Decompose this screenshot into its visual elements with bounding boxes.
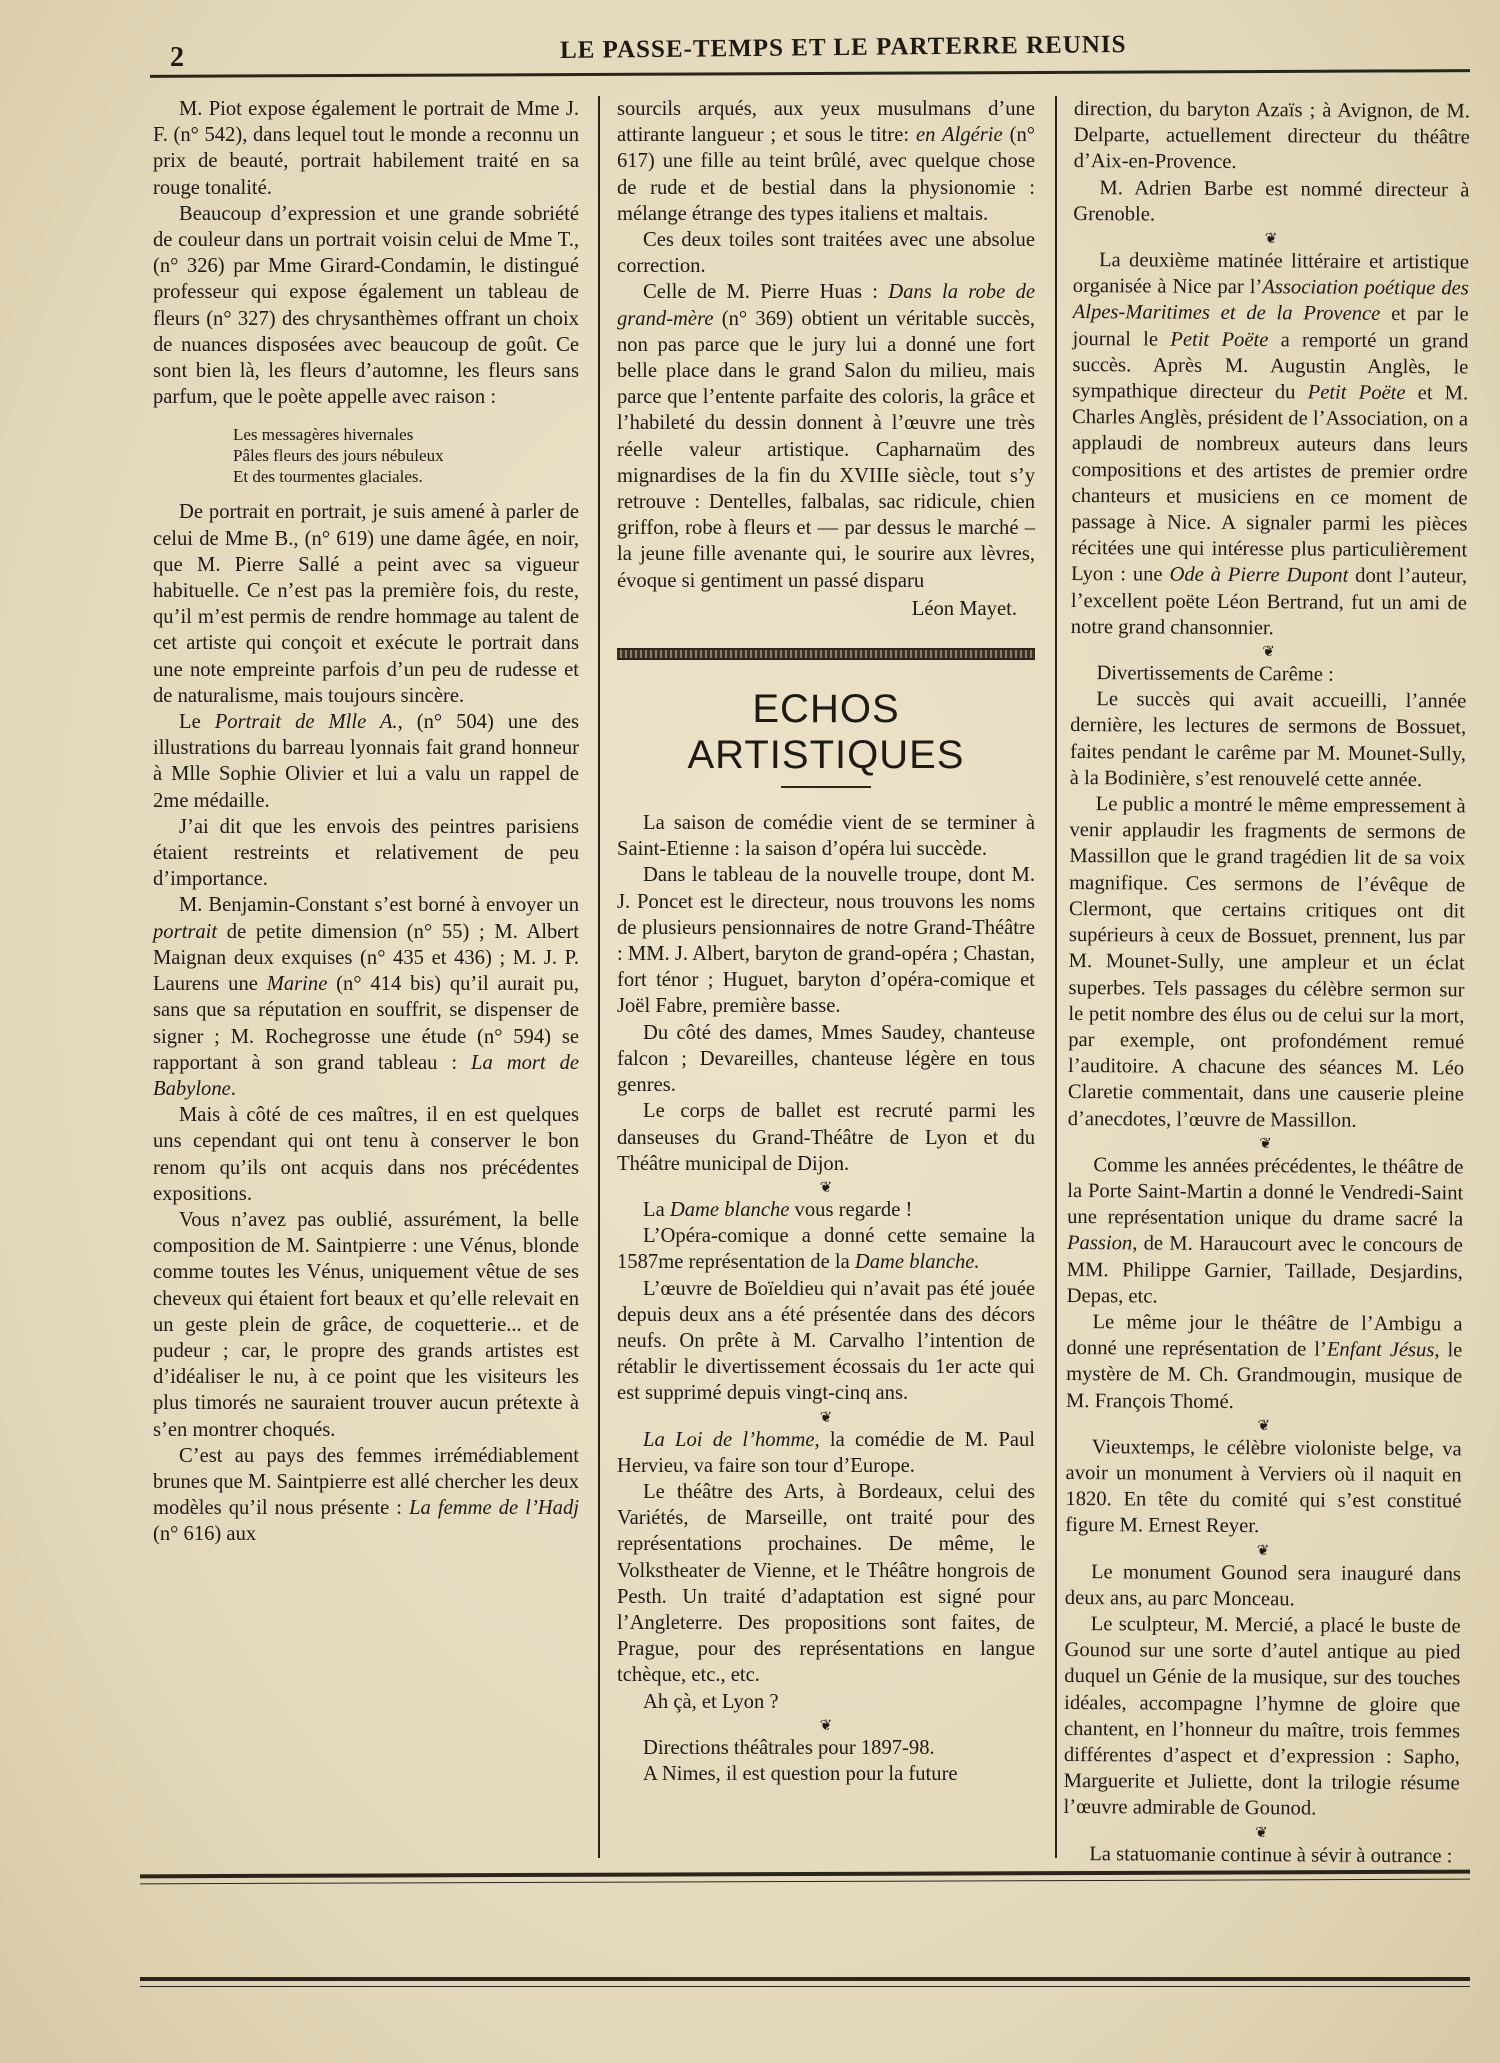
poem-quote <box>233 424 579 487</box>
paragraph: Vieuxtemps, le célèbre violoniste belge, va avoir un monument à Verviers où il naquit en 1820. En tête du comité qui s’est constitué figure M. Ernest Reyer. <box>1065 1435 1462 1538</box>
paragraph: Ces deux toiles sont traitées avec une absolue correction. <box>617 229 1035 278</box>
fleuron-ornament: ❦ <box>1262 642 1275 661</box>
paragraph: Du côté des dames, Mmes Saudey, chanteuse falcon ; Devareilles, chanteuse légère en tous genres. <box>617 1021 1035 1097</box>
fleuron-ornament: ❦ <box>1255 1822 1268 1841</box>
footer-rule <box>140 1986 1470 1987</box>
paragraph: La Loi de l’homme, la comédie de M. Paul Hervieu, va faire son tour d’Europe. <box>617 1428 1035 1477</box>
paragraph: Le monument Gounod sera inauguré dans deux ans, au parc Monceau. <box>1064 1560 1462 1611</box>
fleuron-ornament: ❦ <box>1264 229 1278 248</box>
paragraph: Dans le tableau de la nouvelle troupe, dont M. J. Poncet est le directeur, nous trouvons les noms de plusieurs pensionnaires de notre Grand-Théâtre : MM. J. Albert, baryton de grand-opéra ; Chastan, fort ténor ; Huguet, baryton d’opéra-comique et Joël Fabre, première basse. <box>617 864 1035 1018</box>
fleuron-ornament: ❦ <box>1259 1133 1272 1152</box>
author-signature: Léon Mayet. <box>911 597 1017 620</box>
paragraph: Le théâtre des Arts, à Bordeaux, celui des Variétés, de Marseille, ont traité pour des représentations prochaines. De même, le Volkstheater de Vienne, et le Théâtre hongrois de Pesth. Un traité d’adaptation est signé pour l’Angleterre. Des propositions sont faites, de Prague, pour des représentations en langue tchèque, etc., etc. <box>617 1480 1035 1687</box>
paragraph: Le même jour le théâtre de l’Ambigu a donné une représentation de l’Enfant Jésus, le mystère de M. Ch. Grandmougin, musique de M. François Thomé. <box>1065 1311 1463 1413</box>
column-3 <box>1063 96 1470 1869</box>
paragraph: direction, du baryton Azaïs ; à Avignon, de M. Delparte, actuellement directeur du théâtre d’Aix-en-Provence. <box>1073 97 1470 174</box>
paragraph: sourcils arqués, aux yeux musulmans d’une attirante langueur ; et sous le titre: en Algérie (n° 617) une fille au teint brûlé, avec quelque chose de rude et de bestial dans la physionomie : mélange étrange des types italiens et maltais. <box>617 98 1035 225</box>
paragraph: Mais à côté de ces maîtres, il en est quelques uns cependant qui ont tenu à conserver le bon renom qu’ils ont acquis dans nos précédentes expositions. <box>153 1104 579 1205</box>
paragraph: La saison de comédie vient de se terminer à Saint-Etienne : la saison d’opéra lui succède. <box>617 812 1035 861</box>
paragraph: Le Portrait de Mlle A., (n° 504) une des illustrations du barreau lyonnais fait grand honneur à Mlle Sophie Olivier et lui a valu un rappel de 2me médaille. <box>153 711 579 812</box>
footer-rule <box>140 1977 1470 1981</box>
poem-line: Et des tourmentes glaciales. <box>233 467 423 487</box>
poem-line: Les messagères hivernales <box>233 425 414 445</box>
section-title: ECHOS ARTISTIQUES <box>687 687 965 778</box>
fleuron-ornament: ❦ <box>1257 1415 1271 1434</box>
paragraph: M. Benjamin-Constant s’est borné à envoyer un portrait de petite dimension (n° 55) ; M. Albert Maignan deux exquises (n° 435 et 436) ; M. J. P. Laurens une Marine (n° 414 bis) qu’il aurait pu, sans que sa réputation en souffrit, se dispenser de signer ; M. Rochegrosse une étude (n° 594) se rapportant à son grand tableau : La mort de Babylone. <box>153 894 580 1100</box>
page-number: 2 <box>170 42 184 73</box>
fleuron-ornament: ❦ <box>819 1177 833 1196</box>
fleuron-ornament: ❦ <box>819 1407 833 1426</box>
paragraph: Vous n’avez pas oublié, assurément, la belle composition de M. Saintpierre : une Vénus, blonde comme toutes les Vénus, uniquement vêtue de ses cheveux qui étaient fort beaux et qu’elle relevait en un geste plein de grâce, de coquetterie... et de pudeur ; car, le propre des grands artistes est d’idéaliser le nu, à ce point que les visiteurs les plus timorés ne sauraient trouver aucun prétexte à s’en montrer choqués. <box>153 1208 579 1441</box>
paragraph: Beaucoup d’expression et une grande sobriété de couleur dans un portrait voisin celui de Mme T., (n° 326) par Mme Girard-Condamin, le distingué professeur qui expose également un tableau de fleurs (n° 327) des chrysanthèmes offrant un choix de nuances disposées avec beaucoup de goût. Ce sont bien là, les fleurs d’automne, les fleurs sans parfum, que le poète appelle avec raison : <box>153 202 579 409</box>
poem-line: Pâles fleurs des jours nébuleux <box>233 446 444 466</box>
paragraph: C’est au pays des femmes irrémédiablement brunes que M. Saintpierre est allé chercher les deux modèles qu’il nous présente : La femme de l’Hadj (n° 616) aux <box>153 1444 580 1546</box>
paragraph: J’ai dit que les envois des peintres parisiens étaient restreints et relativement de peu d’importance. <box>153 815 579 891</box>
paragraph: L’Opéra-comique a donné cette semaine la 1587me représentation de la Dame blanche. <box>617 1225 1035 1274</box>
footer-rule <box>140 1879 1470 1885</box>
paragraph: La statuomanie continue à sévir à outrance : <box>1089 1842 1453 1867</box>
paragraph: Le sculpteur, M. Mercié, a placé le buste de Gounod sur une sorte d’autel antique au pied duquel un Génie de la musique, sur des touches idéales, accompagne l’hymne de gloire que chantent, en l’honneur du maître, trois femmes différentes d’aspect et d’expression : Sapho, Marguerite et Juliette, dont la trilogie résume l’œuvre admirable de Gounod. <box>1063 1613 1461 1820</box>
column-divider <box>1055 96 1057 1858</box>
paragraph: Le succès qui avait accueilli, l’année dernière, les lectures de sermons de Bossuet, faites pendant le carême par M. Mounet-Sully, à la Bodinière, s’est renouvelé cette année. <box>1069 688 1467 792</box>
running-title: LE PASSE-TEMPS ET LE PARTERRE REUNIS <box>559 31 1127 64</box>
paragraph: Celle de M. Pierre Huas : Dans la robe de grand-mère (n° 369) obtient un véritable succès, non pas parce que le jury lui a donné une fort belle place dans le grand Salon du milieu, mais parce que l’entente parfaite des coloris, la grâce et l’habileté du dessin donnent à l’œuvre une très réelle valeur artistique. Capharnaüm des mignardises de la fin du XVIIIe siècle, tout s’y retrouve : Dentelles, falbalas, sac ridicule, chien griffon, robe à fleurs et — par dessus le marché – la jeune fille avenante qui, le sourire aux lèvres, évoque si gentiment un passé disparu <box>617 281 1036 592</box>
paragraph: Directions théâtrales pour 1897-98. <box>643 1736 935 1759</box>
paragraph: M. Piot expose également le portrait de Mme J. F. (n° 542), dans lequel tout le monde a reconnu un prix de beauté, portrait habilement traité en sa rouge tonalité. <box>153 98 579 199</box>
paragraph: L’œuvre de Boïeldieu qui n’avait pas été jouée depuis deux ans a été présentée dans des décors neufs. On prête à M. Carvalho l’intention de rétablir le divertissement écossais du 1er acte qui est supprimé depuis vingt-cinq ans. <box>617 1277 1035 1405</box>
column-divider <box>598 96 600 1858</box>
paragraph: M. Adrien Barbe est nommé directeur à Grenoble. <box>1073 176 1470 226</box>
paragraph: Comme les années précédentes, le théâtre de la Porte Saint-Martin a donné le Vendredi-Saint une représentation unique du drame sacré la Passion, de M. Haraucourt avec le concours de MM. Philippe Garnier, Taillade, Desjardins, Depas, etc. <box>1066 1153 1464 1308</box>
footer-rule <box>140 1870 1470 1879</box>
title-underline <box>781 786 871 788</box>
paragraph: Le public a montré le même empressement à venir applaudir les fragments de sermons de Massillon que le grand tragédien lit de sa voix magnifique. Ces sermons de l’évêque de Clermont, que certains critiques ont dit supérieurs à ceux de Bossuet, prennent, lus par M. Mounet-Sully, une ampleur et un éclat superbes. Tels passages du célèbre sermon sur le petit nombre des élus ou de celui sur la mort, par exemple, ont profondément remué l’auditoire. A chacune des séances M. Léo Claretie commentait, dans une causerie pleine d’anecdotes, l’œuvre de Massillon. <box>1067 793 1466 1132</box>
paragraph: Ah çà, et Lyon ? <box>643 1690 779 1713</box>
fleuron-ornament: ❦ <box>1256 1540 1270 1559</box>
section-separator <box>617 648 1035 660</box>
paragraph: De portrait en portrait, je suis amené à parler de celui de Mme B., (n° 619) une dame âgée, en noir, que M. Pierre Sallé a peint avec sa vigueur habituelle. Ce n’est pas la première fois, du reste, qu’il m’est permis de rendre hommage au talent de cet artiste qui conçoit et exécute le portrait dans une note empreinte parfois d’un peu de rudesse et de naturalisme, mais toujours sincère. <box>153 501 579 707</box>
paragraph: Divertissements de Carême : <box>1096 662 1334 686</box>
fleuron-ornament: ❦ <box>819 1715 833 1734</box>
paragraph: La deuxième matinée littéraire et artistique organisée à Nice par l’Association poétique des Alpes-Maritimes et de la Provence et par le journal le Petit Poëte a remporté un grand succès. Après M. Augustin Anglès, le sympathique directeur du Petit Poëte et M. Charles Anglès, président de l’Association, on a applaudi de nombreux auteurs dans leurs compositions et des artistes de premier ordre chanteurs et musiciens en ce moment de passage à Nice. A signaler parmi les pièces récitées une qui intéresse plus particulièrement Lyon : une Ode à Pierre Dupont dont l’auteur, l’excellent poëte Léon Bertrand, fut un ami de notre grand chansonnier. <box>1070 249 1470 640</box>
column-2 <box>617 96 1035 1787</box>
column-1 <box>153 96 579 1548</box>
paragraph: Le corps de ballet est recruté parmi les danseuses du Grand-Théâtre de Lyon et du Théâtre municipal de Dijon. <box>617 1100 1035 1175</box>
page-header <box>160 24 1470 74</box>
paragraph: A Nimes, il est question pour la future <box>643 1762 958 1785</box>
paragraph: La Dame blanche vous regarde ! <box>643 1198 913 1221</box>
